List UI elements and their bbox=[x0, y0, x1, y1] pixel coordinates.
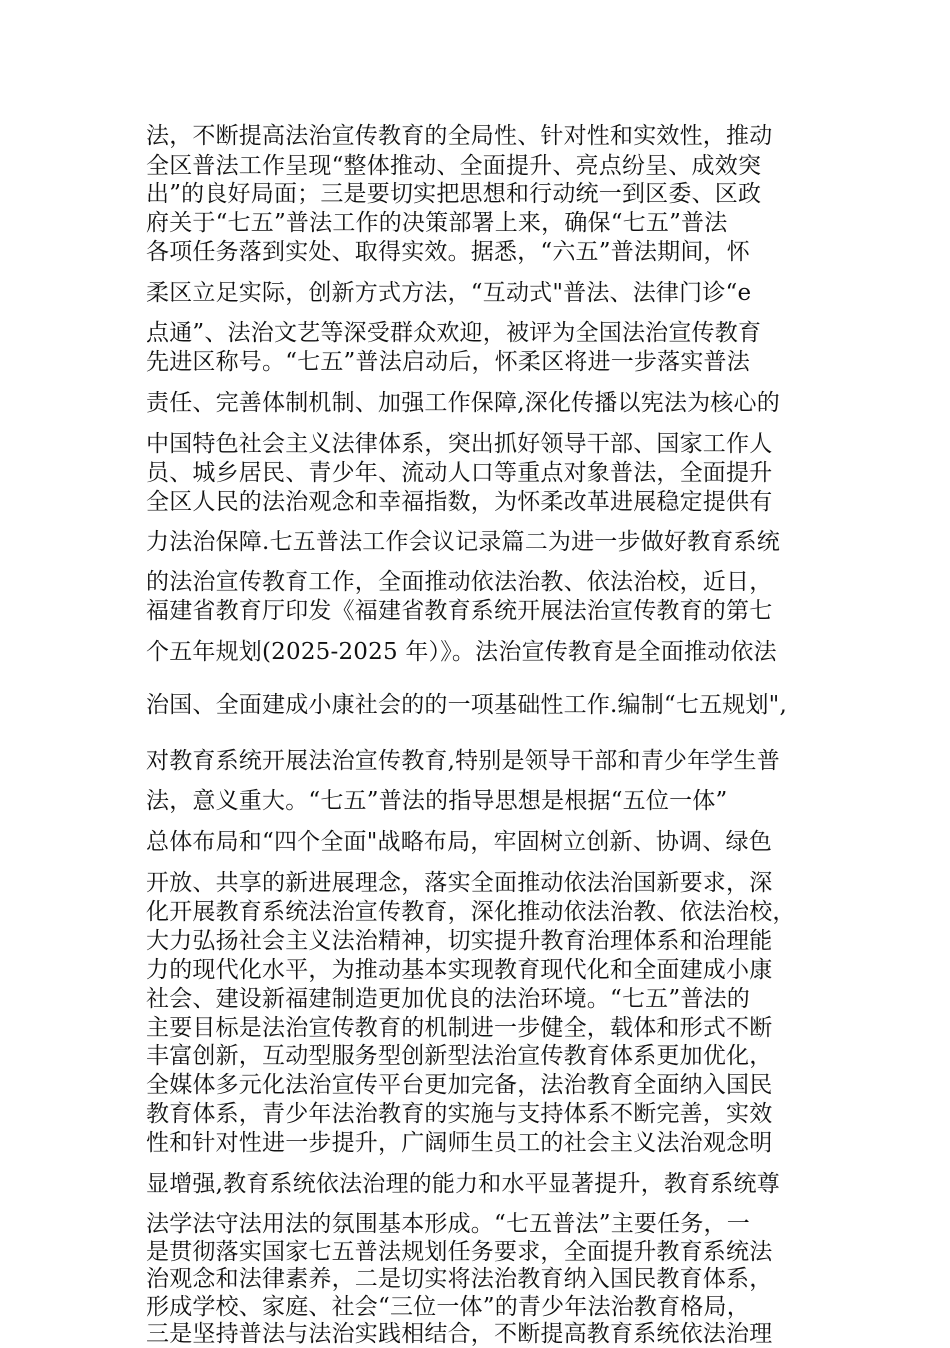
text-line: 员、城乡居民、青少年、流动人口等重点对象普法，全面提升 bbox=[146, 460, 773, 486]
text-line: 柔区立足实际，创新方式方法，“互动式"普法、法律门诊“e bbox=[146, 280, 752, 306]
text-line: 法，意义重大。“七五”普法的指导思想是根据“五位一体” bbox=[146, 788, 728, 814]
text-line: 丰富创新，互动型服务型创新型法治宣传教育体系更加优化， bbox=[146, 1043, 773, 1069]
text-line: 总体布局和“四个全面"战略布局，牢固树立创新、协调、绿色 bbox=[146, 829, 772, 855]
text-line: 各项任务落到实处、取得实效。据悉，“六五”普法期间，怀 bbox=[146, 239, 750, 265]
text-line: 对教育系统开展法治宣传教育,特别是领导干部和青少年学生普 bbox=[146, 748, 780, 774]
text-line: 主要目标是法治宣传教育的机制进一步健全，载体和形式不断 bbox=[146, 1015, 773, 1041]
text-line: 责任、完善体制机制、加强工作保障,深化传播以宪法为核心的 bbox=[146, 390, 780, 416]
text-line: 显增强,教育系统依法治理的能力和水平显著提升，教育系统尊 bbox=[146, 1171, 780, 1197]
text-line: 治观念和法律素养，二是切实将法治教育纳入国民教育体系， bbox=[146, 1266, 773, 1292]
text-line: 个五年规划(2025-2025 年）》。法治宣传教育是全面推动依法 bbox=[146, 639, 777, 665]
text-line: 治国、全面建成小康社会的的一项基础性工作.编制“七五规划", bbox=[146, 692, 787, 718]
text-line: 福建省教育厅印发《福建省教育系统开展法治宣传教育的第七 bbox=[146, 598, 773, 624]
text-line: 力法治保障.七五普法工作会议记录篇二为进一步做好教育系统 bbox=[146, 529, 780, 555]
text-line: 法学法守法用法的氛围基本形成。“七五普法”主要任务，一 bbox=[146, 1211, 750, 1237]
text-line: 府关于“七五”普法工作的决策部署上来，确保“七五”普法 bbox=[146, 210, 728, 236]
text-line: 力的现代化水平，为推动基本实现教育现代化和全面建成小康 bbox=[146, 957, 773, 983]
text-line: 点通”、法治文艺等深受群众欢迎，被评为全国法治宣传教育 bbox=[146, 320, 762, 346]
text-line: 社会、建设新福建制造更加优良的法治环境。“七五”普法的 bbox=[146, 986, 750, 1012]
text-line: 形成学校、家庭、社会“三位一体”的青少年法治教育格局， bbox=[146, 1293, 750, 1320]
text-line: 全区普法工作呈现“整体推动、全面提升、亮点纷呈、成效突 bbox=[146, 153, 762, 179]
text-line: 全区人民的法治观念和幸福指数，为怀柔改革进展稳定提供有 bbox=[146, 489, 773, 515]
text-line: 出”的良好局面；三是要切实把思想和行动统一到区委、区政 bbox=[146, 181, 762, 207]
text-line: 的法治宣传教育工作，全面推动依法治教、依法治校，近日， bbox=[146, 569, 773, 595]
text-line: 性和针对性进一步提升，广阔师生员工的社会主义法治观念明 bbox=[146, 1130, 773, 1156]
text-line: 化开展教育系统法治宣传教育，深化推动依法治教、依法治校， bbox=[146, 899, 796, 925]
text-line: 中国特色社会主义法律体系，突出抓好领导干部、国家工作人 bbox=[146, 431, 773, 457]
text-line: 教育体系，青少年法治教育的实施与支持体系不断完善，实效 bbox=[146, 1101, 773, 1127]
text-line: 开放、共享的新进展理念，落实全面推动依法治国新要求，深 bbox=[146, 870, 773, 896]
text-line: 三是坚持普法与法治实践相结合，不断提高教育系统依法治理 bbox=[146, 1321, 773, 1347]
text-line: 全媒体多元化法治宣传平台更加完备，法治教育全面纳入国民 bbox=[146, 1072, 773, 1098]
text-line: 是贯彻落实国家七五普法规划任务要求，全面提升教育系统法 bbox=[146, 1238, 773, 1265]
text-line: 大力弘扬社会主义法治精神，切实提升教育治理体系和治理能 bbox=[146, 928, 773, 954]
text-line: 法，不断提高法治宣传教育的全局性、针对性和实效性，推动 bbox=[146, 123, 773, 149]
text-line: 先进区称号。“七五”普法启动后，怀柔区将进一步落实普法 bbox=[146, 349, 750, 375]
